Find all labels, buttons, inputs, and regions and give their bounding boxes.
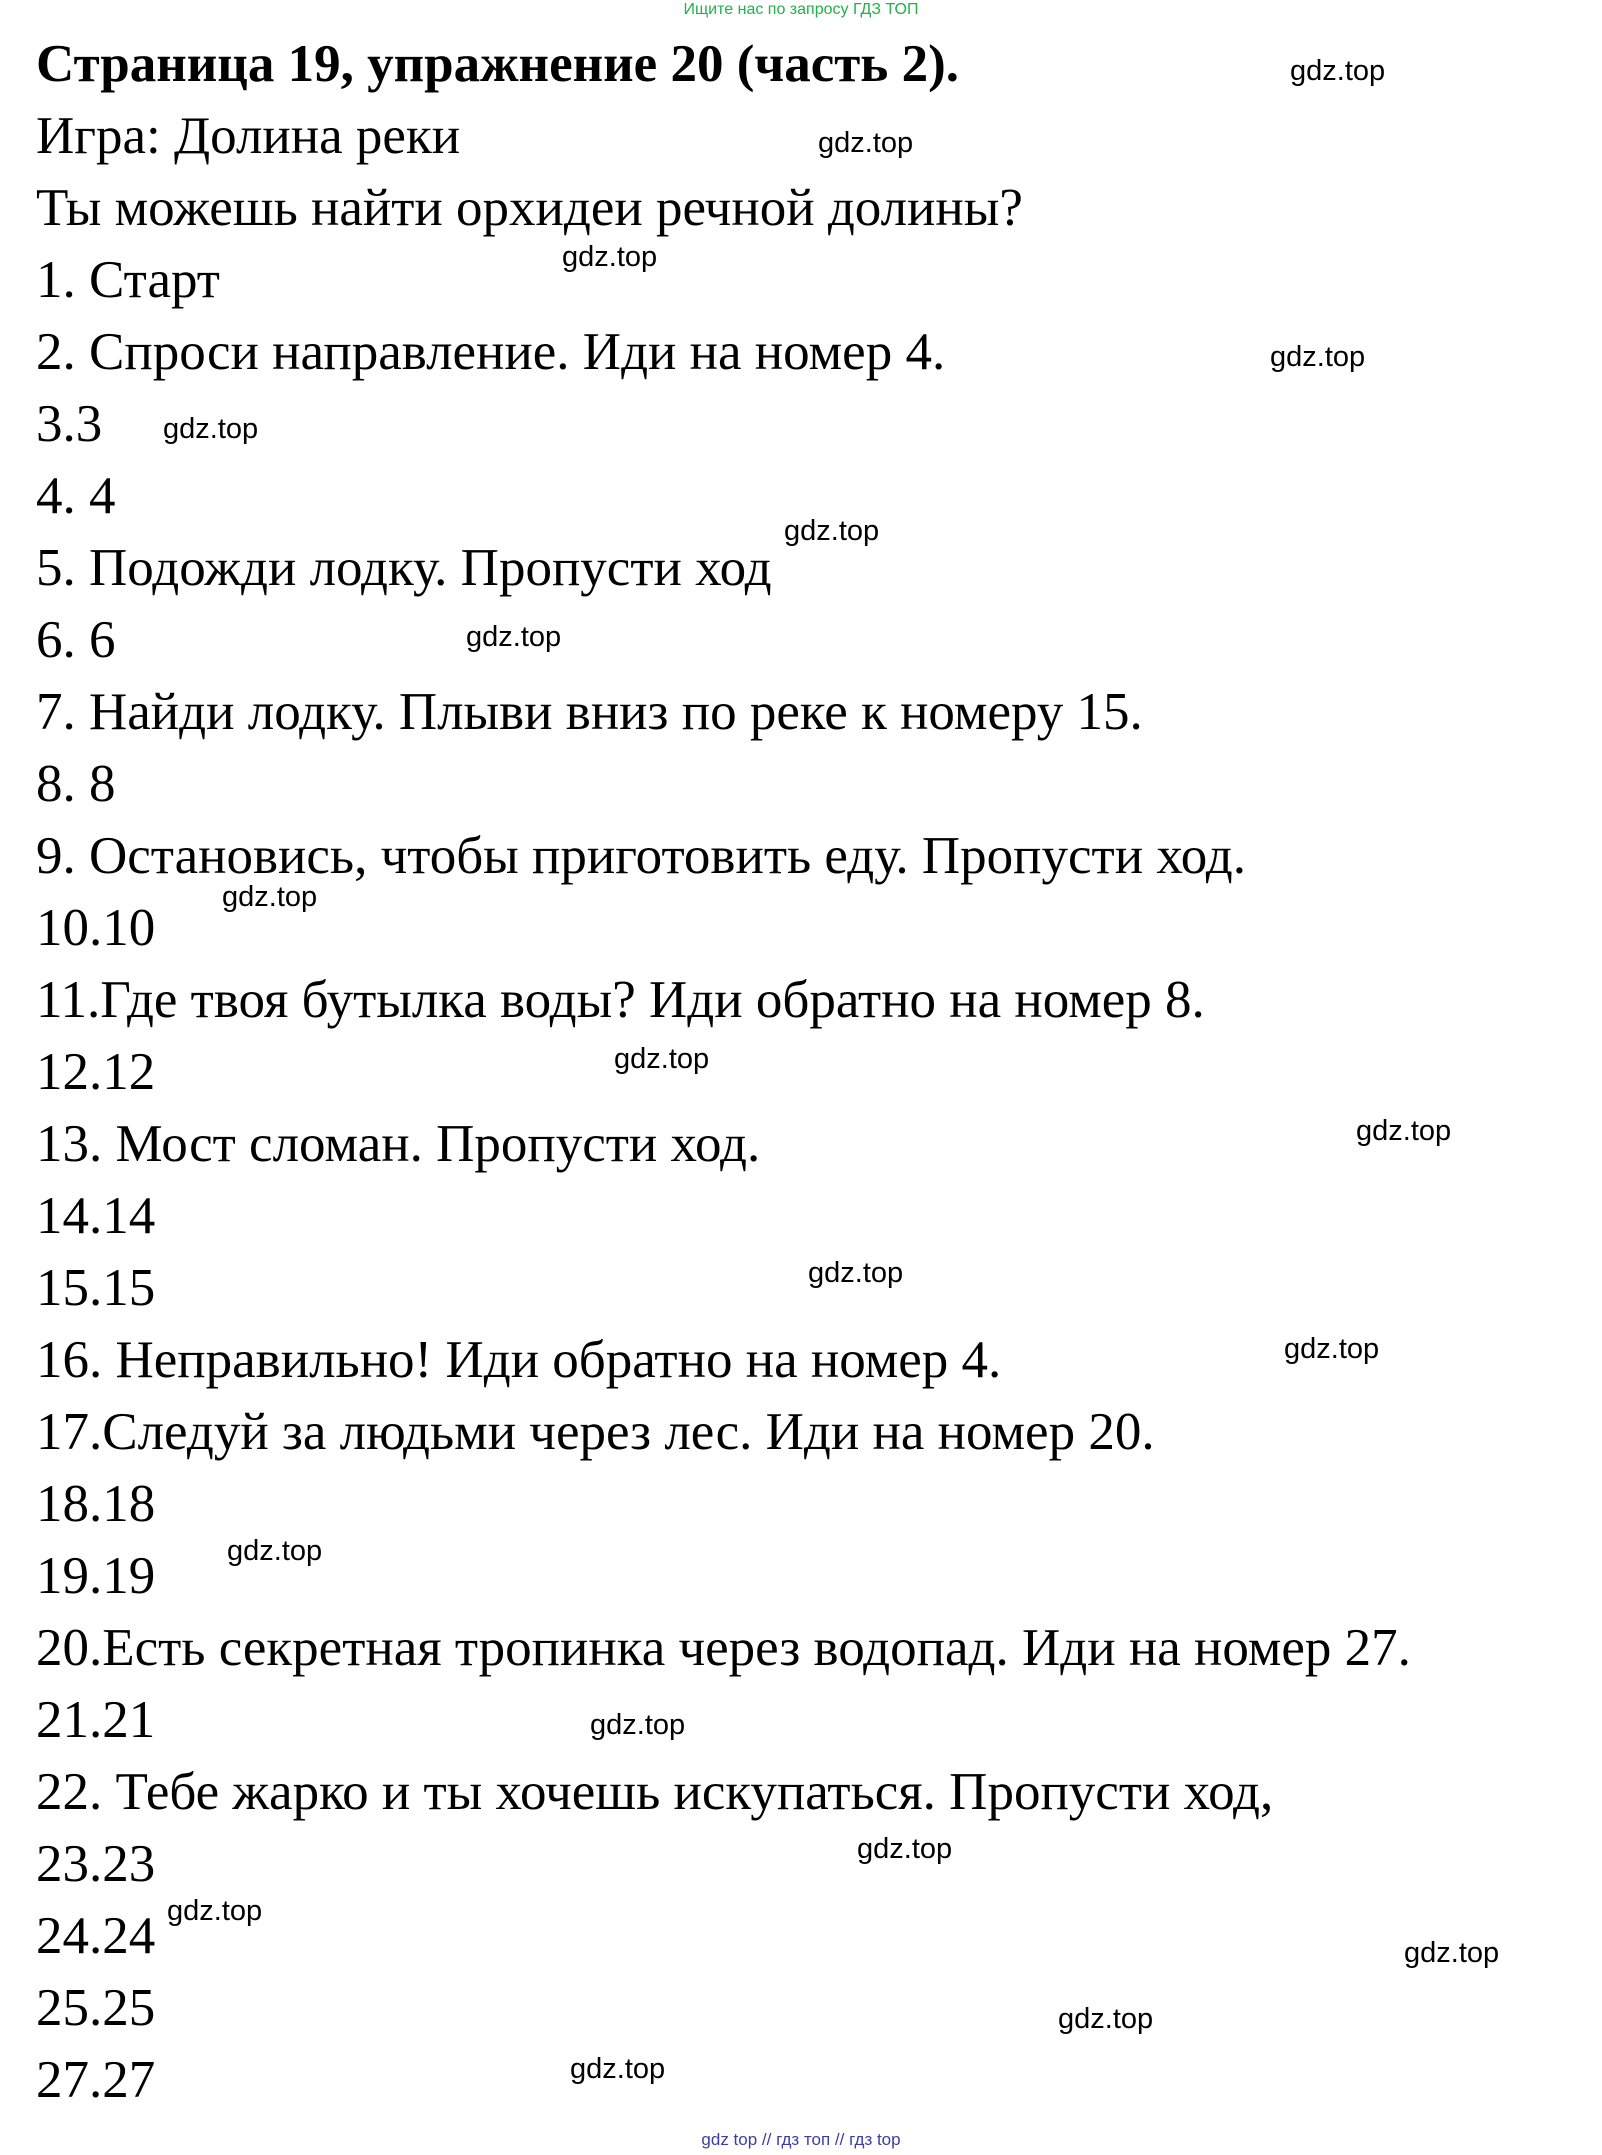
list-item: 19.19 [36,1547,156,1605]
bottom-banner: gdz top // гдз топ // гдз top [701,2130,901,2149]
watermark: gdz.top [1404,1937,1500,1969]
list-item: 2. Спроси направление. Иди на номер 4. [36,323,946,381]
watermark: gdz.top [857,1833,953,1865]
watermark: gdz.top [784,515,880,547]
list-item: 7. Найди лодку. Плыви вниз по реке к номеру 15. [36,683,1143,741]
list-item: 5. Подожди лодку. Пропусти ход [36,539,772,597]
list-item: 27.27 [36,2051,156,2109]
list-item: 1. Старт [36,251,220,309]
watermark: gdz.top [1290,55,1386,87]
list-item: 22. Тебе жарко и ты хочешь искупаться. Пропусти ход, [36,1763,1274,1821]
watermark: gdz.top [570,2053,666,2085]
watermark: gdz.top [614,1043,710,1075]
list-item: 6. 6 [36,611,116,669]
list-item: 12.12 [36,1043,156,1101]
list-item: 16. Неправильно! Иди обратно на номер 4. [36,1331,1002,1389]
list-item: 9. Остановись, чтобы приготовить еду. Пропусти ход. [36,827,1246,885]
watermark: gdz.top [1058,2003,1154,2035]
page-title: Страница 19, упражнение 20 (часть 2). [36,35,959,93]
watermark: gdz.top [167,1895,263,1927]
list-item: 20.Есть секретная тропинка через водопад. Иди на номер 27. [36,1619,1411,1677]
list-item: 21.21 [36,1691,156,1749]
watermark: gdz.top [562,241,658,273]
watermark: gdz.top [222,881,318,913]
watermark: gdz.top [466,621,562,653]
question: Ты можешь найти орхидеи речной долины? [36,179,1023,237]
list-item: 11.Где твоя бутылка воды? Иди обратно на номер 8. [36,971,1205,1029]
list-item: 23.23 [36,1835,156,1893]
watermark: gdz.top [808,1257,904,1289]
list-item: 3.3 [36,395,103,453]
list-item: 17.Следуй за людьми через лес. Иди на номер 20. [36,1403,1155,1461]
list-item: 24.24 [36,1907,156,1965]
subtitle: Игра: Долина реки [36,107,461,165]
watermark: gdz.top [818,127,914,159]
watermark: gdz.top [1356,1115,1452,1147]
list-item: 25.25 [36,1979,156,2037]
list-item: 14.14 [36,1187,156,1245]
list-item: 18.18 [36,1475,156,1533]
list-item: 8. 8 [36,755,116,813]
list-item: 13. Мост сломан. Пропусти ход. [36,1115,761,1173]
list-item: 4. 4 [36,467,116,525]
top-banner: Ищите нас по запросу ГДЗ ТОП [683,1,919,18]
watermark: gdz.top [1284,1333,1380,1365]
watermark: gdz.top [1270,341,1366,373]
watermark: gdz.top [590,1709,686,1741]
watermark: gdz.top [163,413,259,445]
list-item: 15.15 [36,1259,156,1317]
watermark: gdz.top [227,1535,323,1567]
list-item: 10.10 [36,899,156,957]
